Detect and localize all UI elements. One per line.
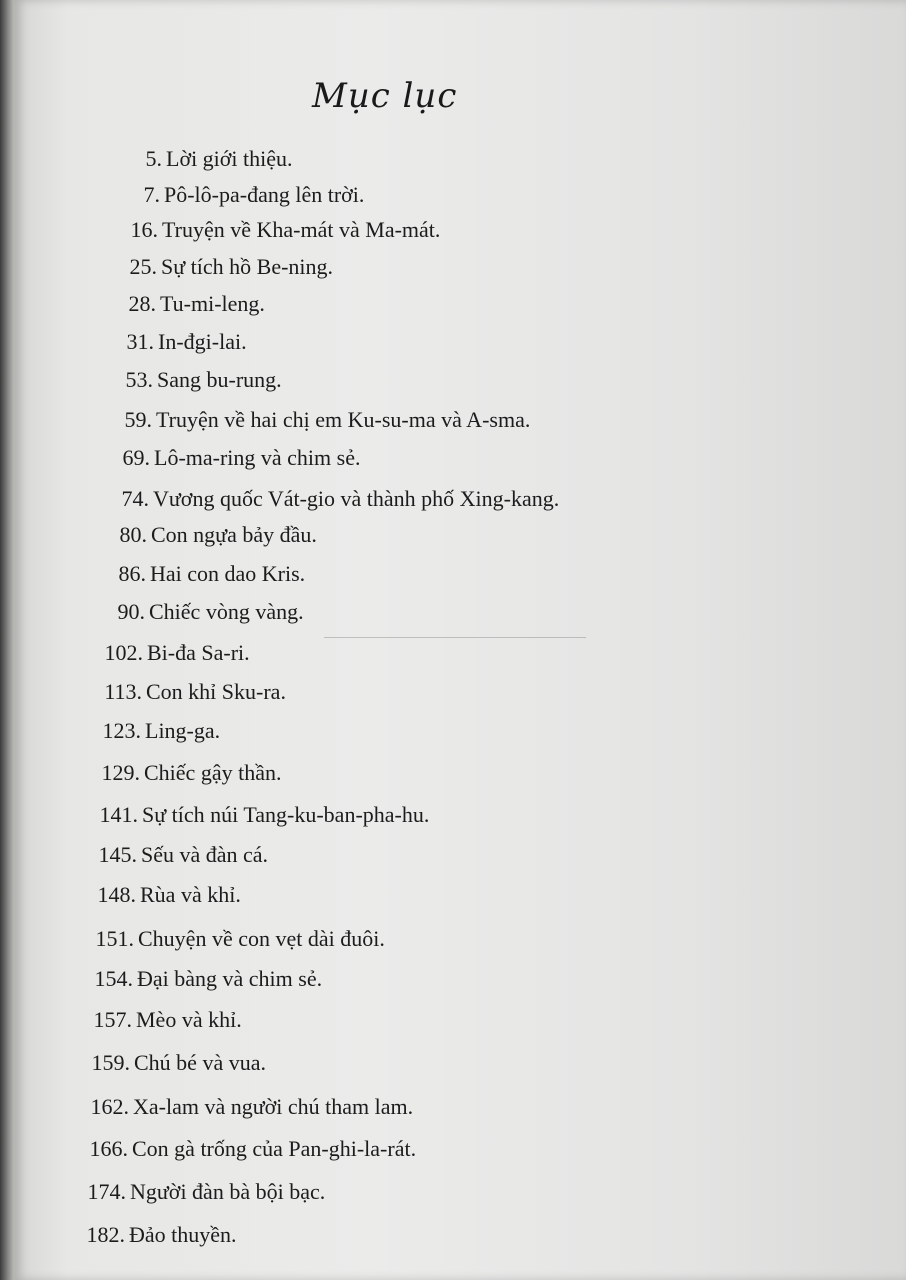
toc-entry-title: Bi-đa Sa-ri. [147, 640, 250, 665]
toc-entry-title: Chú bé và vua. [134, 1050, 266, 1075]
toc-entry-title: Vương quốc Vát-gio và thành phố Xing-kang. [153, 486, 560, 511]
toc-page-number: 74. [121, 486, 149, 511]
toc-entry [69, 1094, 413, 1124]
toc-entry [70, 1050, 266, 1080]
toc-entry-title: Con gà trống của Pan-ghi-la-rát. [132, 1136, 417, 1161]
toc-entry [83, 640, 250, 670]
toc-entry [77, 842, 268, 872]
toc-entry [87, 522, 317, 552]
toc-entry [93, 367, 282, 397]
toc-entry-title: Con khỉ Sku-ra. [146, 679, 286, 704]
toc-page-number: 31. [126, 329, 154, 354]
toc-page-number: 80. [119, 522, 147, 547]
toc-page-number: 174. [87, 1179, 126, 1204]
toc-entry [74, 926, 385, 956]
toc-page-number: 86. [118, 561, 146, 586]
toc-entry [100, 182, 364, 212]
toc-entry [92, 407, 530, 437]
toc-entry [73, 966, 322, 996]
toc-entry-title: Chuyện về con vẹt dài đuôi. [138, 926, 385, 951]
toc-entry-title: Đảo thuyền. [129, 1222, 237, 1247]
toc-entry [72, 1007, 242, 1037]
toc-entry [98, 217, 440, 247]
toc-page-number: 90. [117, 599, 145, 624]
toc-entry [89, 486, 559, 516]
toc-page-number: 154. [94, 966, 133, 991]
toc-entry-title: Tu-mi-leng. [160, 291, 265, 316]
toc-page-number: 113. [104, 679, 142, 704]
toc-entry [86, 561, 305, 591]
toc-entry-title: Đại bàng và chim sẻ. [137, 966, 323, 991]
toc-entry-title: Chiếc gậy thần. [144, 760, 282, 785]
toc-entry-title: Truyện về hai chị em Ku-su-ma và A-sma. [156, 407, 531, 432]
toc-entry [80, 760, 281, 790]
toc-entry [97, 254, 333, 284]
toc-entry-title: Chiếc vòng vàng. [149, 599, 304, 624]
toc-entry-title: Rùa và khỉ. [140, 882, 241, 907]
toc-page-number: 59. [124, 407, 152, 432]
toc-entry-title: Sang bu-rung. [157, 367, 282, 392]
toc-page-number: 151. [95, 926, 134, 951]
toc-entry-title: Mèo và khỉ. [136, 1007, 242, 1032]
toc-page-number: 166. [89, 1136, 128, 1161]
toc-page-number: 159. [91, 1050, 130, 1075]
toc-page-number: 102. [104, 640, 143, 665]
toc-page-number: 28. [128, 291, 156, 316]
toc-page-number: 123. [102, 718, 141, 743]
toc-entry [76, 882, 241, 912]
toc-page-number: 16. [130, 217, 158, 242]
toc-entry [85, 599, 304, 629]
toc-page-number: 53. [125, 367, 153, 392]
toc-entry-title: In-đgi-lai. [158, 329, 247, 354]
toc-page-number: 145. [98, 842, 137, 867]
book-spine-edge [0, 0, 14, 1280]
toc-page-number: 69. [122, 445, 150, 470]
toc-entry-title: Con ngựa bảy đầu. [151, 522, 317, 547]
toc-entry [82, 679, 286, 709]
toc-entry-title: Người đàn bà bội bạc. [130, 1179, 326, 1204]
toc-entry-title: Sự tích hồ Be-ning. [161, 254, 334, 279]
toc-entry-title: Hai con dao Kris. [150, 561, 306, 586]
toc-entry-title: Lô-ma-ring và chim sẻ. [154, 445, 361, 470]
toc-entry-title: Truyện về Kha-mát và Ma-mát. [162, 217, 441, 242]
toc-entry-title: Xa-lam và người chú tham lam. [133, 1094, 414, 1119]
toc-page-number: 129. [101, 760, 140, 785]
toc-entry [81, 718, 220, 748]
toc-page-number: 148. [97, 882, 136, 907]
page-title: Mục lục [312, 76, 458, 116]
toc-page-number: 25. [129, 254, 157, 279]
toc-entry-title: Sếu và đàn cá. [141, 842, 269, 867]
toc-entry [65, 1222, 237, 1252]
book-page [14, 0, 906, 1280]
table-of-contents [14, 0, 906, 1280]
toc-entry-title: Ling-ga. [145, 718, 221, 743]
toc-page-number: 7. [143, 182, 160, 207]
toc-entry-title: Lời giới thiệu. [166, 146, 293, 171]
toc-entry [66, 1179, 325, 1209]
toc-entry [78, 802, 429, 832]
toc-page-number: 141. [99, 802, 138, 827]
toc-entry [90, 445, 361, 475]
toc-page-number: 157. [93, 1007, 132, 1032]
toc-entry [94, 329, 247, 359]
toc-entry-title: Pô-lô-pa-đang lên trời. [164, 182, 365, 207]
toc-entry [68, 1136, 416, 1166]
toc-entry [96, 291, 265, 321]
toc-page-number: 182. [86, 1222, 125, 1247]
toc-entry [102, 146, 293, 176]
toc-page-number: 5. [145, 146, 162, 171]
toc-entry-title: Sự tích núi Tang-ku-ban-pha-hu. [142, 802, 430, 827]
toc-page-number: 162. [90, 1094, 129, 1119]
